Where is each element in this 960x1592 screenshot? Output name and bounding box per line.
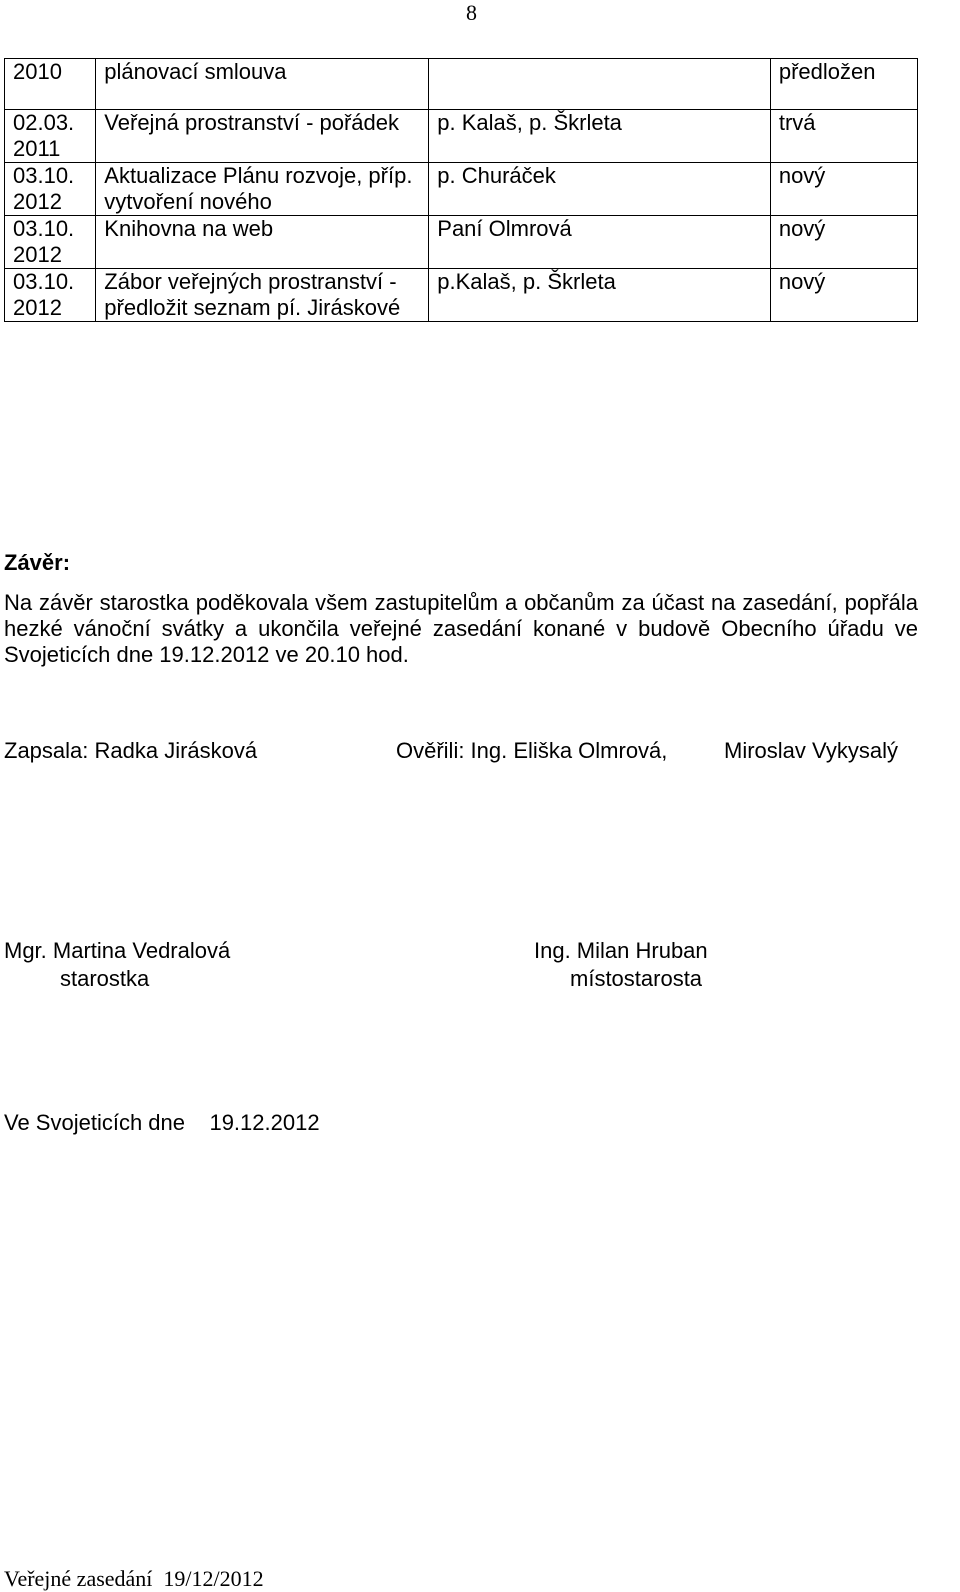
table-cell-date: 03.10. 2012 — [5, 163, 96, 216]
table-row — [5, 216, 918, 269]
table-cell-responsible: p. Churáček — [429, 163, 771, 216]
recorder: Zapsala: Radka Jirásková — [4, 738, 258, 763]
table-cell-title: Veřejná prostranství - pořádek — [96, 110, 429, 163]
table-cell-title: Aktualizace Plánu rozvoje, příp. vytvoření nového — [96, 163, 429, 216]
table-cell-status: předložen — [770, 59, 917, 110]
table-cell-date: 02.03. 2011 — [5, 110, 96, 163]
table-cell-status: nový — [770, 269, 917, 322]
table-cell-status: nový — [770, 163, 917, 216]
table-cell-status: nový — [770, 216, 917, 269]
table-row — [5, 110, 918, 163]
table-cell-year: 2010 — [5, 59, 96, 110]
table-cell-responsible: p.Kalaš, p. Škrleta — [429, 269, 771, 322]
task-table — [4, 58, 918, 322]
table-cell-title: plánovací smlouva — [96, 59, 429, 110]
footer: Veřejné zasedání 19/12/2012 — [4, 1566, 264, 1591]
table-cell-responsible — [429, 59, 771, 110]
table-row — [5, 269, 918, 322]
table-cell-title: Knihovna na web — [96, 216, 429, 269]
place-date: Ve Svojeticích dne 19.12.2012 — [4, 1110, 320, 1135]
table-row — [5, 59, 918, 110]
verified-by: Ověřili: Ing. Eliška Olmrová, — [396, 738, 668, 763]
conclusion-heading: Závěr: — [4, 550, 71, 575]
conclusion-text: Na závěr starostka poděkovala všem zastupitelům a občanům za účast na zasedání, popřála hezké vánoční svátky a ukončila veřejné zasedání konané v budově Obecního úřadu ve Svojeticích dne 19.12.2012 ve 20.10 hod. — [4, 590, 918, 667]
page-number: 8 — [466, 0, 477, 25]
table-cell-responsible: p. Kalaš, p. Škrleta — [429, 110, 771, 163]
deputy-name: Ing. Milan Hruban — [534, 938, 708, 963]
verified-by-second: Miroslav Vykysalý — [724, 738, 898, 763]
table-cell-responsible: Paní Olmrová — [429, 216, 771, 269]
table-cell-status: trvá — [770, 110, 917, 163]
deputy-role: místostarosta — [570, 966, 703, 991]
mayor-name: Mgr. Martina Vedralová — [4, 938, 231, 963]
table-cell-date: 03.10. 2012 — [5, 216, 96, 269]
mayor-role: starostka — [60, 966, 150, 991]
table-cell-title: Zábor veřejných prostranství - předložit seznam pí. Jiráskové — [96, 269, 429, 322]
table-cell-date: 03.10. 2012 — [5, 269, 96, 322]
table-row — [5, 163, 918, 216]
